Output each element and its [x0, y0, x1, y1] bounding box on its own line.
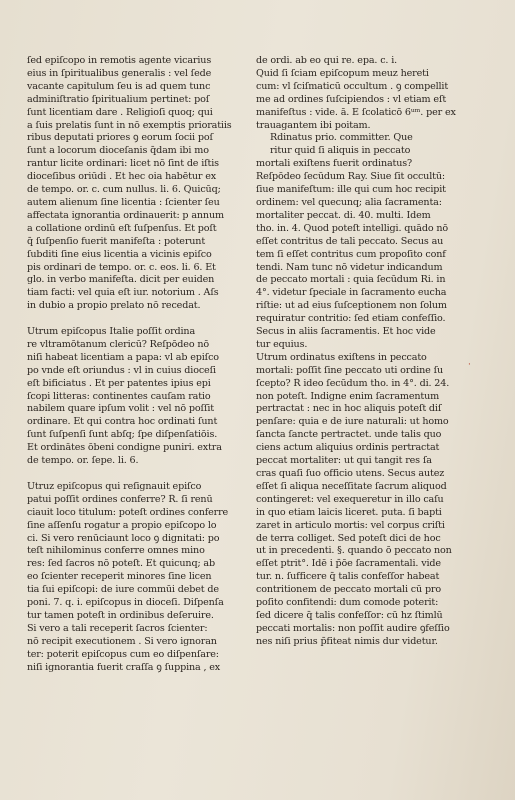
text-line: tur equius.	[256, 338, 308, 350]
text-line: ciens actum aliquius ordinis pertractat	[256, 442, 440, 454]
right-text-column	[256, 55, 488, 649]
text-line: nō recipit executionem . Si vero ignoran	[27, 635, 217, 647]
text-line: cras quaſi ſuo officio utens. Secus autez	[256, 468, 445, 479]
text-line: ſubditi ſine eius licentia a vicinis epiſco	[27, 248, 212, 260]
text-line: tur. n. ſufficere q̄ talis confeſſor habeat	[256, 571, 440, 583]
text-line: eo ſcienter receperit minores ſine licen	[27, 571, 212, 583]
left-text-column	[27, 55, 255, 675]
text-line: riſtie: ut ad eius ſuſceptionem non ſolum	[256, 300, 447, 312]
text-line: Secus in aliis ſacramentis. Et hoc vide	[256, 326, 436, 338]
text-line: dioceſibus oriūdi . Et hec oia habētur ex	[27, 171, 217, 183]
text-line: affectata ignorantia ordinauerit: p annum	[27, 209, 224, 221]
text-line: tia ſui epiſcopi: de iure commūi debet de	[27, 584, 219, 596]
margin-note: ·	[468, 360, 471, 370]
text-line: res: ſed ſacros nō poteſt. Et quicunq; ab	[27, 558, 215, 570]
text-line: vacante capitulum ſeu is ad quem tunc	[27, 80, 211, 92]
text-line: tho. in. 4. Quod poteſt intelligi. quādo nō	[256, 222, 449, 234]
text-line: ſed epiſcopo in remotis agente vicarius	[27, 55, 212, 66]
text-line: eius in ſpiritualibus generalis : vel ſede	[27, 67, 212, 79]
text-line: ciauit loco titulum: poteſt ordines conferre	[27, 506, 229, 518]
text-line: eſſet ptrit°. Idē i p̄ōe ſacramentali. vide	[256, 558, 441, 570]
text-line	[27, 468, 255, 481]
text-line: nes niſi prius p̄fiteat nimis dur videtur.	[256, 635, 438, 647]
text-line: non poteſt. Indigne enim ſacramentum	[256, 390, 440, 402]
text-line: de ordi. ab eo qui re. epa. c. i.	[256, 55, 398, 66]
text-line: Rdinatus prio. committer. Que	[270, 132, 413, 144]
text-line: de peccato mortali : quia ſecūdum Ri. in	[256, 274, 446, 286]
text-line: ſed dicere q̄ talis confeſſor: cū hz ſtimlū	[256, 609, 443, 621]
text-line: requiratur contritio: ſed etiam confeſſio.	[256, 313, 446, 325]
text-line: mortaliter peccat. di. 40. multi. Idem	[256, 209, 431, 221]
text-line: ordinare. Et qui contra hoc ordinati ſunt	[27, 416, 218, 428]
text-line: ſcopi litteras: continentes cauſam ratio	[27, 390, 211, 402]
text-line: Quid ſi ſciam epiſcopum meuz hereti	[256, 67, 429, 79]
text-line: ut in precedenti. §. quando ō peccato non	[256, 545, 452, 557]
text-line: peccat mortaliter: ut qui tangit res ſa	[256, 455, 432, 467]
text-line: poni. 7. q. i. epiſcopus in dioceſi. Diſpenſa	[27, 597, 224, 609]
text-line: Utrum ordinatus exiſtens in peccato	[256, 351, 427, 363]
text-line: ſunt a locorum dioceſanis q̄dam ibi mo	[27, 145, 209, 157]
text-line: Reſpōdeo ſecūdum Ray. Siue ſit occultū:	[256, 171, 445, 183]
text-line: tendi. Nam tunc nō videtur indicandum	[256, 261, 443, 273]
text-line: pertractat : nec in hoc aliquis poteſt diſ	[256, 403, 442, 415]
text-line: contingeret: vel exequeretur in illo caſu	[256, 493, 444, 505]
text-line: pis ordinari de tempo. or. c. eos. li. 6. Et	[27, 261, 216, 273]
text-line: adminiſtratio ſpiritualium pertinet: poſ	[27, 93, 210, 105]
text-line: ſiue manifeſtum: ille qui cum hoc recipit	[256, 184, 446, 196]
text-line: peccati mortalis: non poſſit audire ꝯfeſſio	[256, 622, 450, 634]
text-line: tiam facti: vel quia eſt iur. notorium . Aſs	[27, 287, 219, 299]
text-line: me ad ordines ſuſcipiendos : vl̄ etiam eſt	[256, 93, 447, 105]
text-line: niſi habeat licentiam a papa: vl ab epiſco	[27, 351, 219, 363]
text-line: patui poſſit ordines conferre? R̄. ſi renū	[27, 493, 213, 505]
text-line: ſunt licentiam dare . Religioſi quoq; qui	[27, 106, 213, 118]
text-line: eſt bificiatus . Et per patentes ipius epi	[27, 377, 211, 389]
text-line: teſt nihilominus conferre omnes mino	[27, 545, 205, 557]
text-line: po vnde eſt oriundus : vl̄ in cuius dioceſi	[27, 364, 216, 376]
text-line: Et ordinātes ōbeni condigne puniri. extra	[27, 442, 222, 454]
text-line: trauagantem ibi poitam.	[256, 119, 371, 131]
text-line: ribus deputati priores ꝯ eorum ſocii poſ	[27, 132, 213, 144]
text-line: penſare: quia e de iure naturali: ut homo	[256, 416, 449, 428]
text-line: in dubio a propio prelato nō recedat.	[27, 300, 201, 312]
text-line: in quo etiam laicis liceret. puta. ſi bapti	[256, 506, 442, 518]
text-line: ter: poterit epiſcopus cum eo diſpenſare:	[27, 648, 219, 660]
text-line: a collatione ordinū eſt ſuſpenſus. Et poſt	[27, 222, 217, 234]
text-line: eſſet ſi aliqua neceſſitate ſacrum aliquod	[256, 480, 447, 492]
text-line: ſunt ſuſpenſi ſunt abſq; ſpe diſpenſatiōis.	[27, 429, 218, 441]
text-line: glo. in verbo manifeſta. dicit per euiden	[27, 274, 215, 286]
text-line: contritionem de peccato mortali cū pro	[256, 584, 441, 596]
text-line: nabilem quare ipſum volit : vel nō poſſit	[27, 403, 214, 415]
text-line: ritur quid ſi aliquis in peccato	[270, 145, 411, 157]
text-line: autem alienum ſine licentia : ſcienter ſeu	[27, 196, 220, 208]
text-line: ſancta ſancte pertractet. unde talis quo	[256, 429, 442, 441]
text-line: de tempo. or. c. cum nullus. li. 6. Quicūq;	[27, 184, 221, 196]
text-line: cum: vl ſciſmaticū occultum . ꝯ compellit	[256, 80, 449, 92]
text-line: ordinem: vel quecunq; alia ſacramenta:	[256, 196, 442, 208]
text-line: re vltramōtanum clericū? Reſpōdeo nō	[27, 338, 210, 350]
text-line: poſito confitendi: dum comode poterit:	[256, 597, 439, 609]
text-line: rantur licite ordinari: licet nō ſint de iſtis	[27, 158, 219, 170]
text-line: manifeſtus : vide. ā. E ſcolaticō 6ᵘᵐ. per ex	[256, 106, 456, 118]
text-line: eſſet contritus de tali peccato. Secus au	[256, 235, 444, 247]
text-line: Si vero a tali receperit ſacros ſcienter:	[27, 622, 208, 634]
text-line: tem ſi eſſet contritus cum propoſito conf	[256, 248, 446, 260]
text-line: ſine aſſenſu rogatur a propio epiſcopo lo	[27, 519, 217, 531]
text-line: niſi ignorantia fuerit craſſa ꝯ ſuppina , ex	[27, 661, 221, 673]
text-line: ci. Si vero renūciaunt loco ꝯ dignitati: po	[27, 532, 220, 544]
text-line: mortali exiſtens fuerit ordinatus?	[256, 158, 413, 170]
text-line: a ſuis prelatis ſunt in nō exemptis prioratiis	[27, 119, 232, 131]
text-line: Utruz epiſcopus qui reſignauit epiſco	[27, 480, 202, 492]
text-line: de terra colliget. Sed poteſt dici de hoc	[256, 532, 441, 544]
text-line: 4°. videtur ſpeciale in ſacramento eucha	[256, 287, 447, 299]
text-line: tur tamen poteſt in ordinibus deſeruire.	[27, 609, 214, 621]
text-line: mortali: poſſit ſine peccato uti ordine ſu	[256, 364, 443, 376]
text-line: de tempo. or. ſepe. li. 6.	[27, 455, 139, 467]
text-line: zaret in articulo mortis: vel corpus criſti	[256, 519, 445, 531]
text-line: ſcepto? R̄ ideo ſecūdum tho. in 4°. di. 24.	[256, 377, 450, 389]
text-line: Utrum epiſcopus Italie poſſit ordina	[27, 326, 196, 338]
text-line	[27, 313, 255, 326]
text-line: q̄ ſuſpenſio fuerit manifeſta : poterunt	[27, 235, 206, 247]
